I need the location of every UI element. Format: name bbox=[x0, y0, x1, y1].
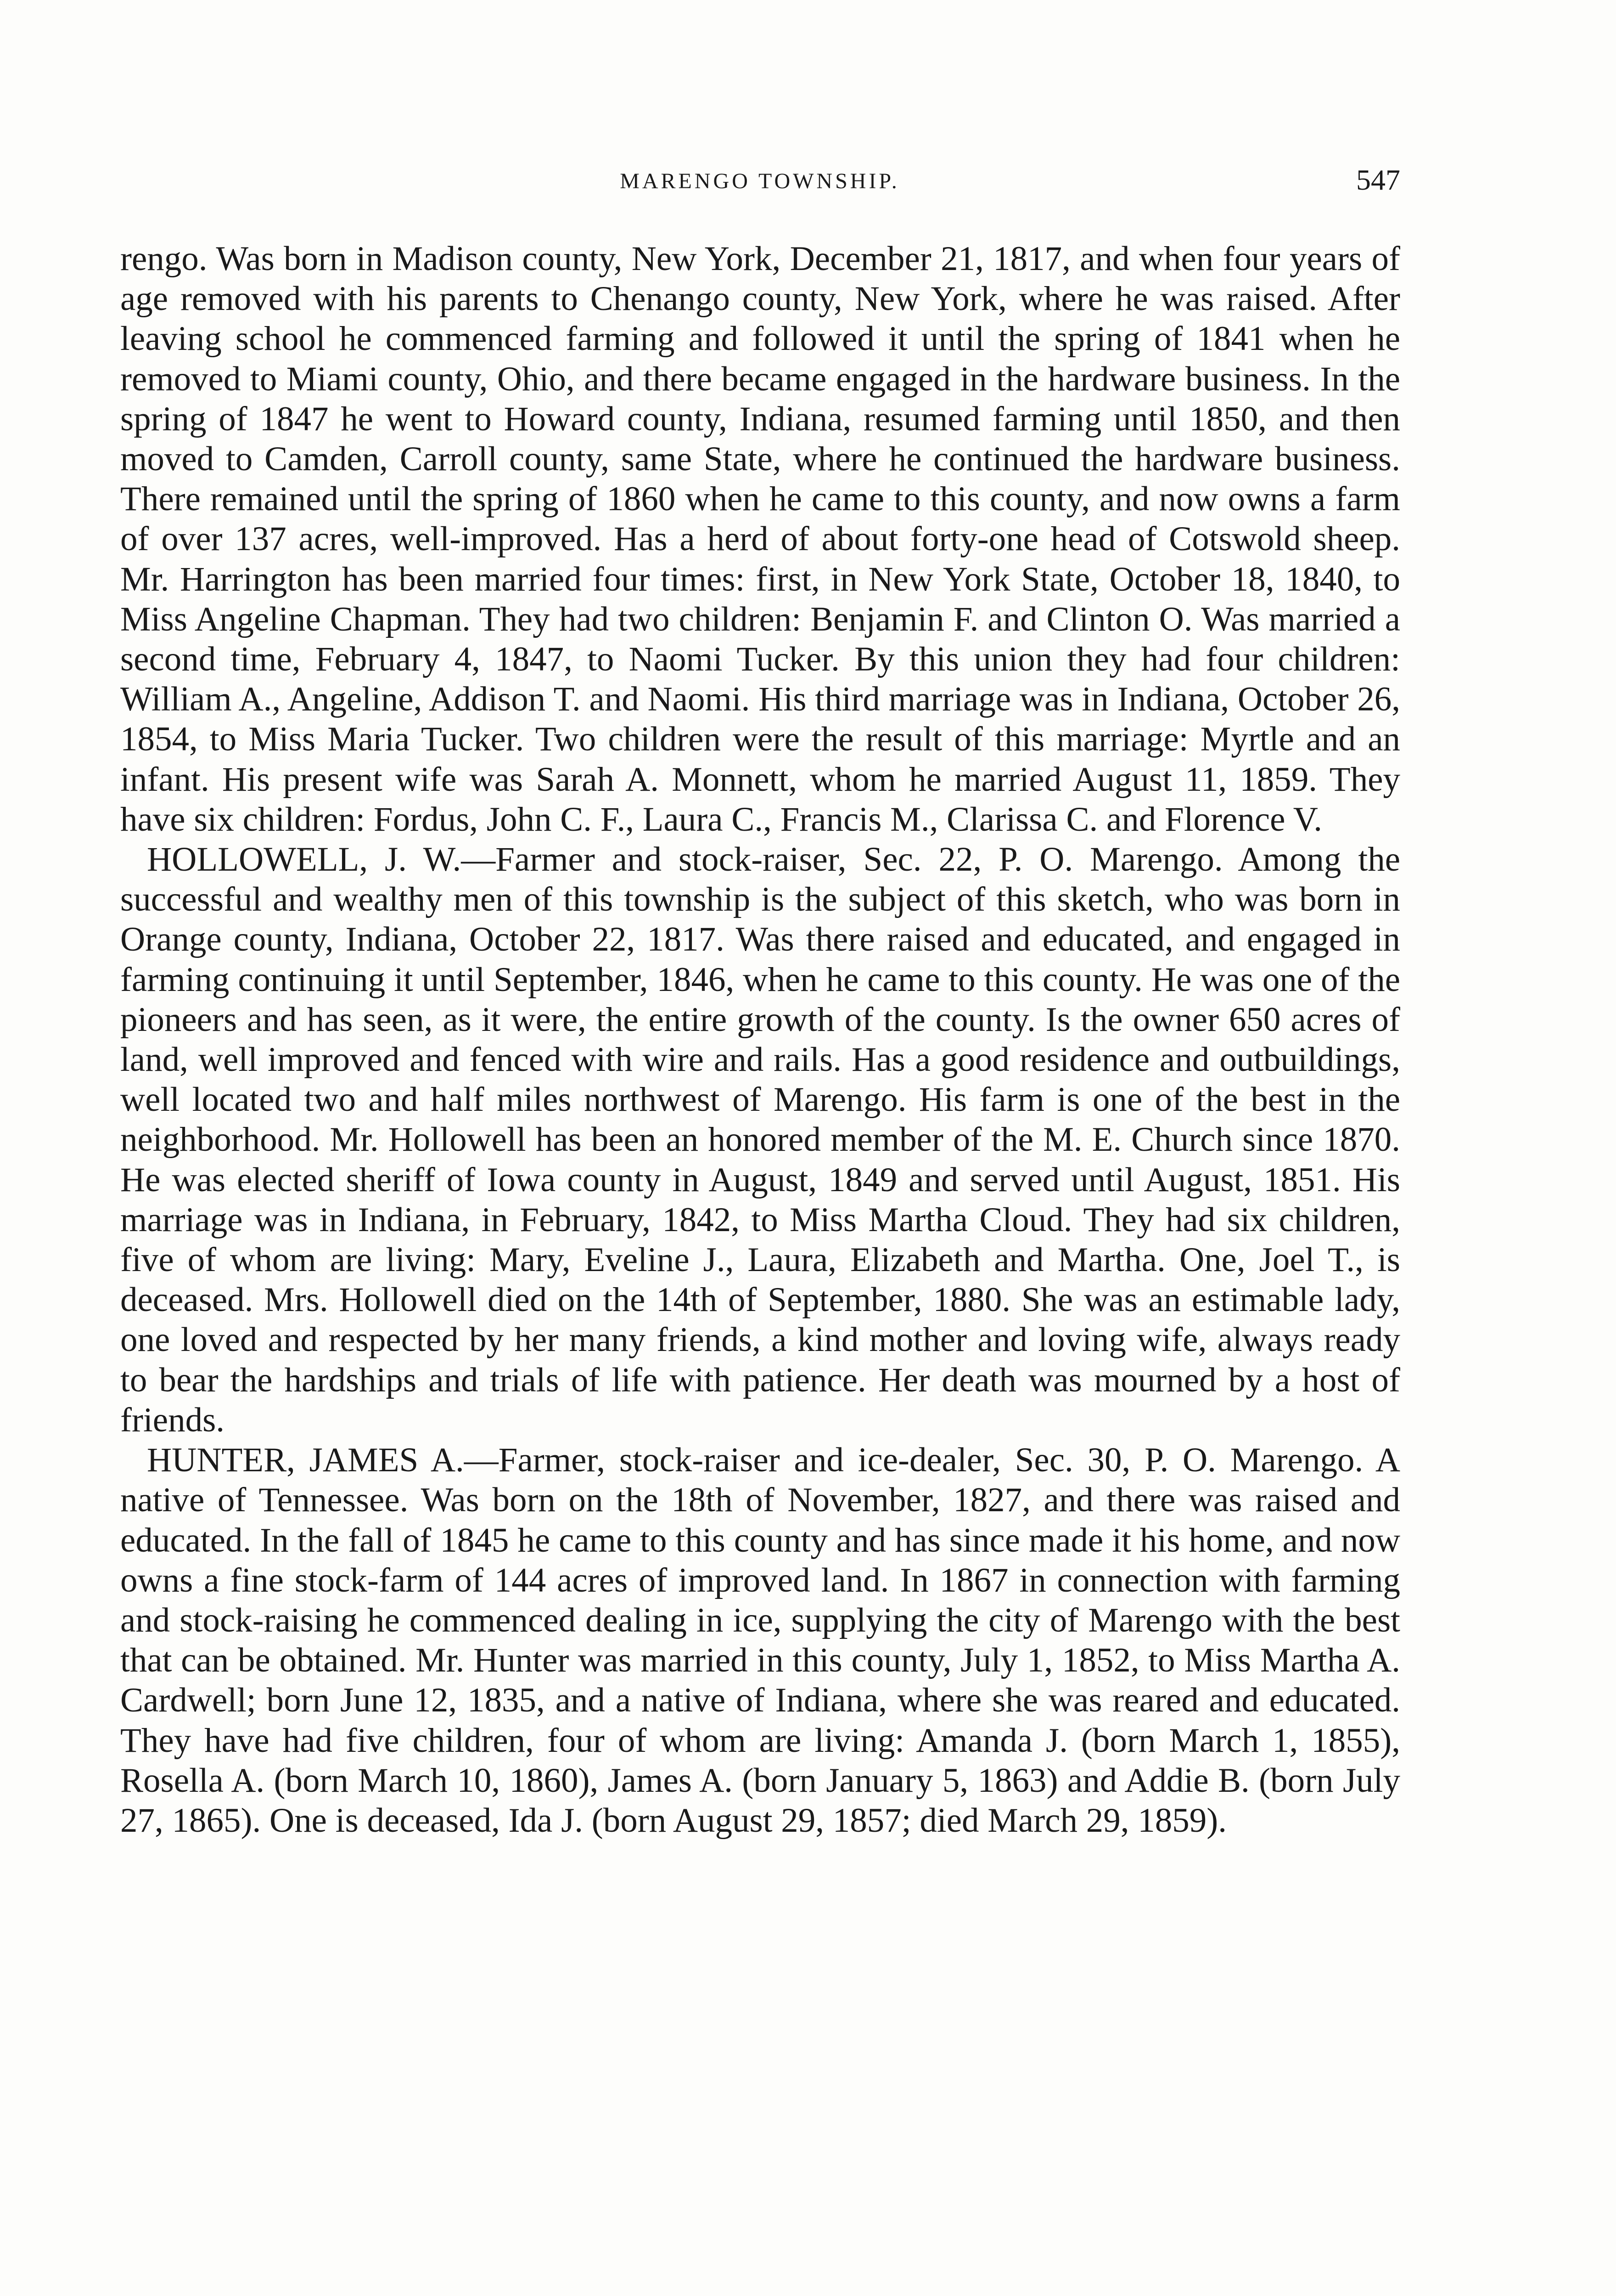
paragraph-harrington-continued: rengo. Was born in Madison county, New York, December 21, 1817, and when four years of age removed with his parents to Chenango county, New York, where he was raised. After leaving school he commenced farming and followed it until the spring of 1841 when he removed to Miami county, Ohio, and there became engaged in the hardware business. In the spring of 1847 he went to Howard county, Indiana, resumed farming until 1850, and then moved to Camden, Carroll county, same State, where he continued the hardware business. There remained until the spring of 1860 when he came to this county, and now owns a farm of over 137 acres, well-improved. Has a herd of about forty-one head of Cotswold sheep. Mr. Harrington has been married four times: first, in New York State, October 18, 1840, to Miss Angeline Chapman. They had two children: Benjamin F. and Clinton O. Was married a second time, February 4, 1847, to Naomi Tucker. By this union they had four children: William A., Angeline, Addison T. and Naomi. His third marriage was in Indiana, October 26, 1854, to Miss Maria Tucker. Two children were the result of this marriage: Myrtle and an infant. His present wife was Sarah A. Monnett, whom he married August 11, 1859. They have six children: Fordus, John C. F., Laura C., Francis M., Clarissa C. and Florence V. bbox=[120, 240, 1400, 838]
page-number: 547 bbox=[1356, 163, 1400, 196]
paragraph-hunter-entry: HUNTER, JAMES A.—Farmer, stock-raiser and ice-dealer, Sec. 30, P. O. Marengo. A native of Tennessee. Was born on the 18th of November, 1827, and there was raised and educated. In the fall of 1845 he came to this county and has since made it his home, and now owns a fine stock-farm of 144 acres of improved land. In 1867 in connection with farming and stock-raising he commenced dealing in ice, supplying the city of Marengo with the best that can be obtained. Mr. Hunter was married in this county, July 1, 1852, to Miss Martha A. Cardwell; born June 12, 1835, and a native of Indiana, where she was reared and educated. They have had five children, four of whom are living: Amanda J. (born March 1, 1855), Rosella A. (born March 10, 1860), James A. (born January 5, 1863) and Addie B. (born July 27, 1865). One is deceased, Ida J. (born August 29, 1857; died March 29, 1859). bbox=[120, 1441, 1400, 1840]
body-text bbox=[120, 239, 1400, 1840]
paragraph-hollowell-entry: HOLLOWELL, J. W.—Farmer and stock-raiser, Sec. 22, P. O. Marengo. Among the successful and wealthy men of this township is the subject of this sketch, who was born in Orange county, Indiana, October 22, 1817. Was there raised and educated, and engaged in farming continuing it until September, 1846, when he came to this county. He was one of the pioneers and has seen, as it were, the entire growth of the county. Is the owner 650 acres of land, well improved and fenced with wire and rails. Has a good residence and outbuildings, well located two and half miles northwest of Marengo. His farm is one of the best in the neighborhood. Mr. Hollowell has been an honored member of the M. E. Church since 1870. He was elected sheriff of Iowa county in August, 1849 and served until August, 1851. His marriage was in Indiana, in February, 1842, to Miss Martha Cloud. They had six children, five of whom are living: Mary, Eveline J., Laura, Elizabeth and Martha. One, Joel T., is deceased. Mrs. Hollowell died on the 14th of September, 1880. She was an estimable lady, one loved and respected by her many friends, a kind mother and loving wife, always ready to bear the hardships and trials of life with patience. Her death was mourned by a host of friends. bbox=[120, 840, 1400, 1439]
running-head bbox=[119, 163, 1400, 200]
running-title: MARENGO TOWNSHIP. bbox=[620, 169, 900, 193]
